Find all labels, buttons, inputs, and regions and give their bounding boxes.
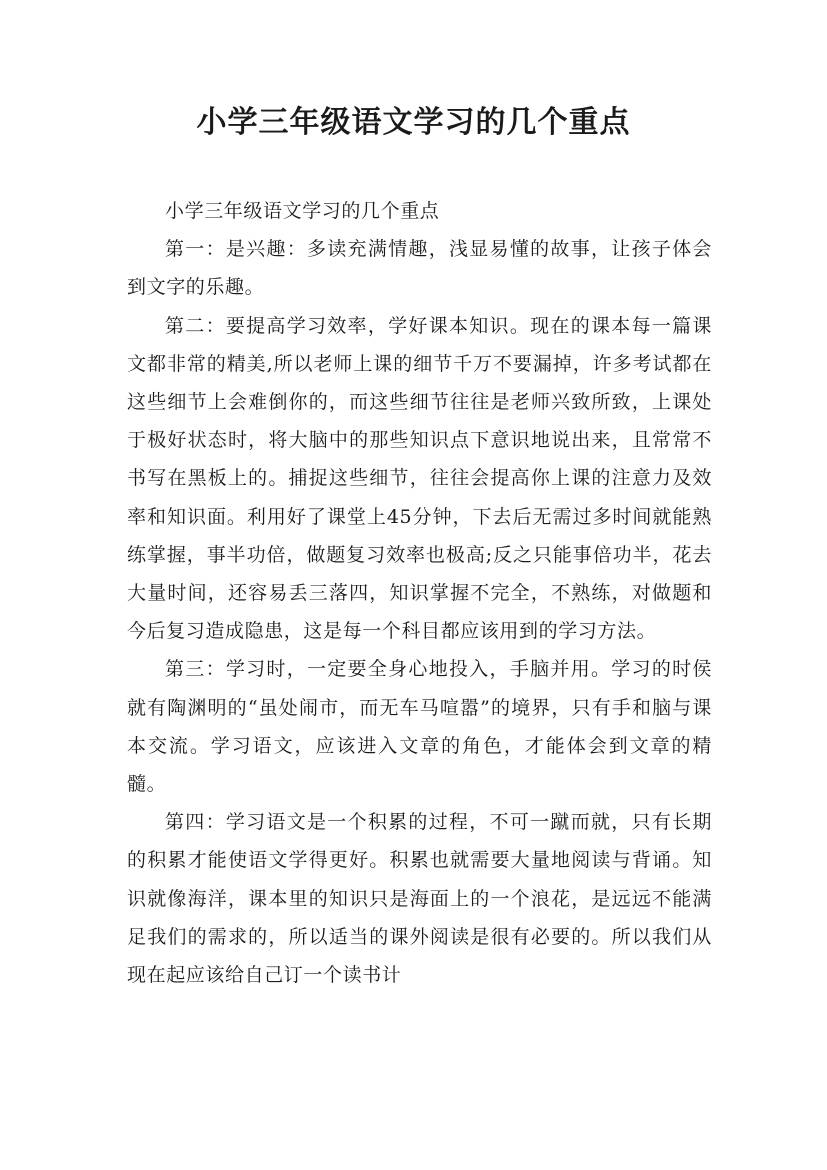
document-body [127,192,712,994]
paragraph-point-2: 第二：要提高学习效率，学好课本知识。现在的课本每一篇课文都非常的精美,所以老师上课的细节千万不要漏掉，许多考试都在这些细节上会难倒你的，而这些细节往往是老师兴致所致，上课处于极好状态时，将大脑中的那些知识点下意识地说出来，且常常不书写在黑板上的。捕捉这些细节，往往会提高你上课的注意力及效率和知识面。利用好了课堂上45分钟，下去后无需过多时间就能熟练掌握，事半功倍，做题复习效率也极高;反之只能事倍功半，花去大量时间，还容易丢三落四，知识掌握不完全，不熟练，对做题和今后复习造成隐患，这是每一个科目都应该用到的学习方法。 [127,314,712,643]
paragraph-point-1: 第一：是兴趣：多读充满情趣，浅显易懂的故事，让孩子体会到文字的乐趣。 [127,238,712,299]
paragraph-subtitle: 小学三年级语文学习的几个重点 [165,200,440,222]
paragraph-point-4: 第四：学习语文是一个积累的过程，不可一蹴而就，只有长期的积累才能使语文学得更好。积累也就需要大量地阅读与背诵。知识就像海洋，课本里的知识只是海面上的一个浪花，是远远不能满足我们的需求的，所以适当的课外阅读是很有必要的。所以我们从现在起应该给自己订一个读书计 [127,811,712,987]
document-title: 小学三年级语文学习的几个重点 [196,105,631,140]
paragraph-point-3: 第三：学习时，一定要全身心地投入，手脑并用。学习的时侯就有陶渊明的“虽处闹市，而无车马喧嚣”的境界，只有手和脑与课本交流。学习语文，应该进入文章的角色，才能体会到文章的精髓。 [127,658,712,796]
